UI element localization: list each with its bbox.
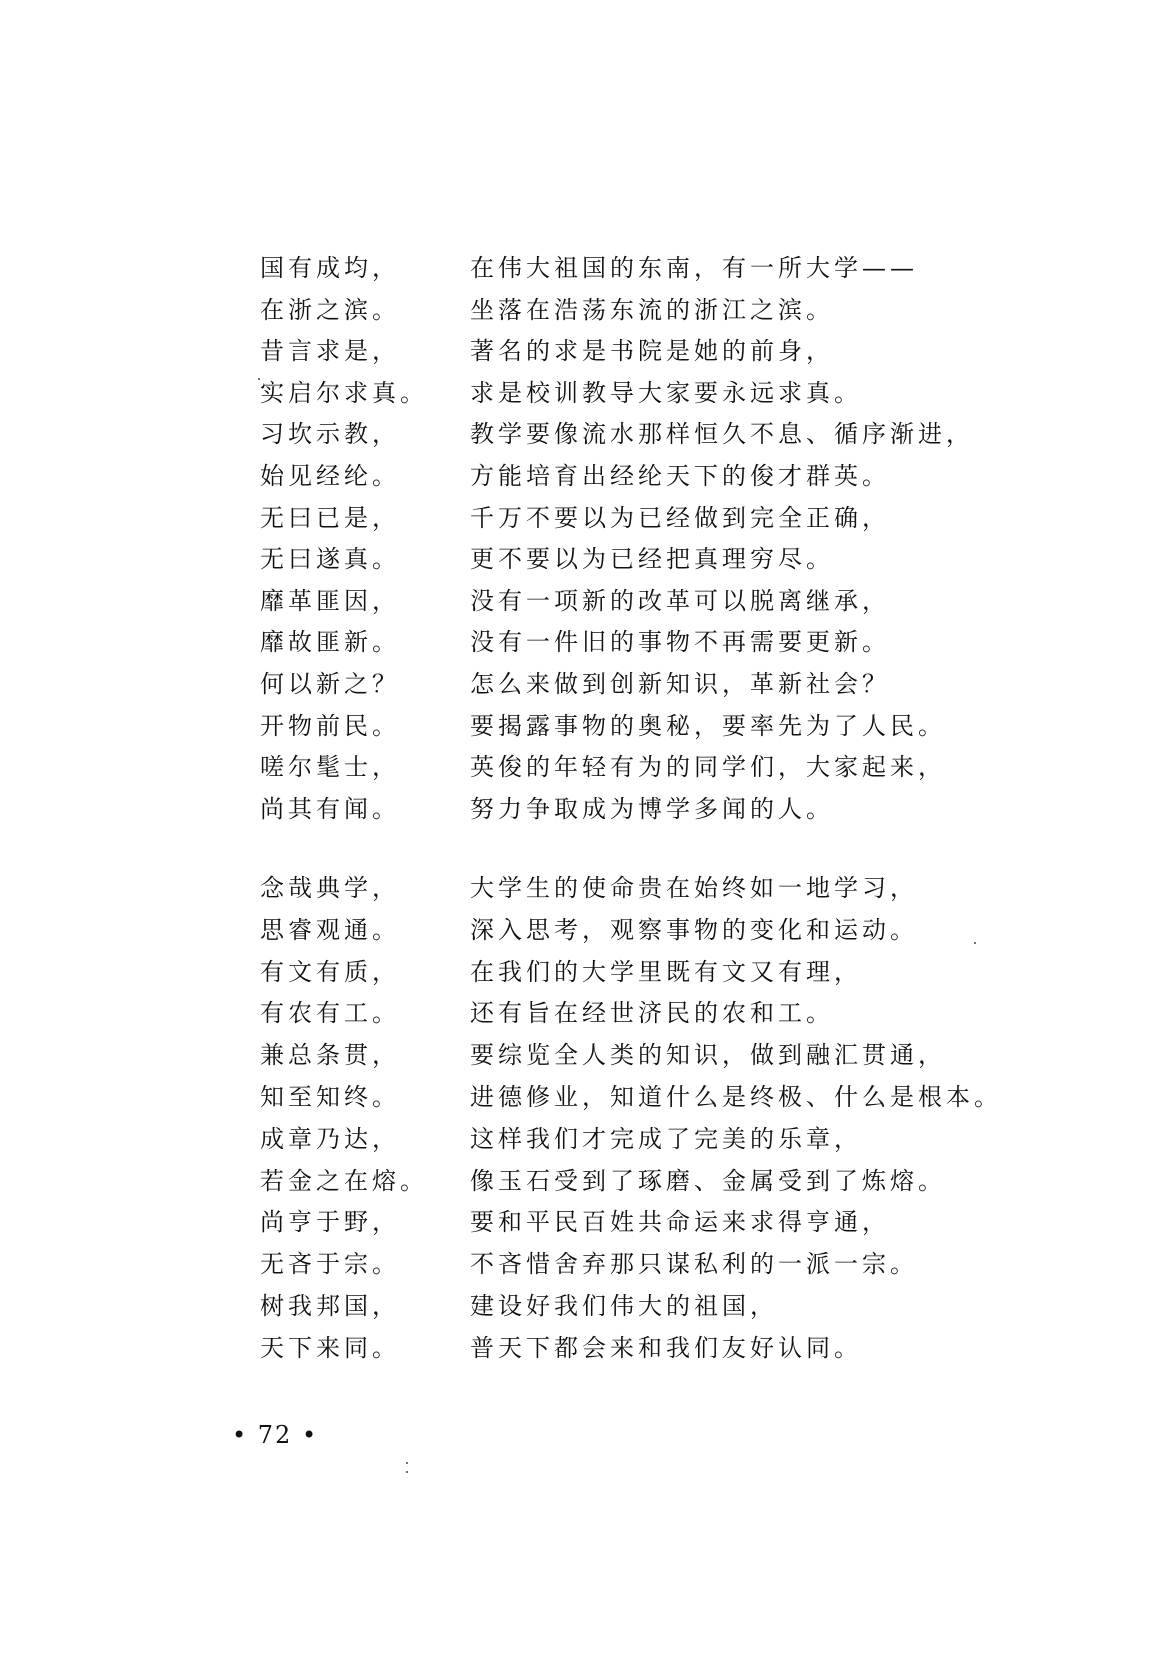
classical-line: 在浙之滨。 (260, 295, 400, 324)
classical-line: 有文有质， (260, 957, 400, 986)
verse-row (0, 581, 1167, 623)
classical-line: 无曰遂真。 (260, 545, 400, 574)
modern-line: 怎么来做到创新知识，革新社会？ (470, 669, 890, 698)
classical-line: 思睿观通。 (260, 915, 400, 944)
modern-line: 要综览全人类的知识，做到融汇贯通， (470, 1041, 946, 1070)
classical-line: 天下来同。 (260, 1333, 400, 1362)
verse-row (0, 1202, 1167, 1244)
classical-line: 无吝于宗。 (260, 1250, 400, 1279)
classical-line: 嗟尔髦士， (260, 753, 400, 782)
verse-row (0, 868, 1167, 910)
classical-line: 念哉典学， (260, 874, 400, 902)
classical-line: 习坎示教， (260, 420, 400, 449)
modern-line: 建设好我们伟大的祖国， (470, 1291, 778, 1320)
verse-row (0, 993, 1167, 1035)
verse-row (0, 789, 1167, 831)
modern-line: 深入思考，观察事物的变化和运动。 (470, 915, 918, 944)
classical-line: 国有成均， (260, 254, 400, 282)
modern-line: 没有一件旧的事物不再需要更新。 (470, 628, 890, 657)
verse-row (0, 1119, 1167, 1161)
classical-line: 实启尔求真。 (260, 378, 428, 407)
classical-line: 若金之在熔。 (260, 1166, 428, 1195)
verse-row (0, 622, 1167, 664)
scan-speck (258, 378, 260, 380)
verse-row (0, 910, 1167, 952)
modern-line: 方能培育出经纶天下的俊才群英。 (470, 461, 890, 490)
modern-line: 在我们的大学里既有文又有理， (470, 957, 862, 986)
verse-row (0, 498, 1167, 540)
verse-row (0, 1244, 1167, 1286)
verse-row (0, 456, 1167, 498)
page-number: • 72 • (232, 1421, 319, 1449)
modern-line: 进德修业，知道什么是终极、什么是根本。 (470, 1082, 1002, 1111)
modern-line: 英俊的年轻有为的同学们，大家起来， (470, 753, 946, 782)
classical-line: 尚其有闻。 (260, 794, 400, 823)
scan-speck (406, 1471, 408, 1473)
verse-row (0, 1077, 1167, 1119)
classical-line: 知至知终。 (260, 1082, 400, 1111)
modern-line: 还有旨在经世济民的农和工。 (470, 999, 834, 1028)
modern-line: 大学生的使命贵在始终如一地学习， (470, 874, 918, 902)
modern-line: 普天下都会来和我们友好认同。 (470, 1333, 862, 1362)
verse-row (0, 1161, 1167, 1203)
modern-line: 在伟大祖国的东南，有一所大学—— (470, 254, 918, 282)
verse-row (0, 331, 1167, 373)
scan-speck (406, 1462, 408, 1464)
verse-row (0, 706, 1167, 748)
modern-line: 要和平民百姓共命运来求得亨通， (470, 1208, 890, 1237)
verse-row (0, 1035, 1167, 1077)
verse-row (0, 290, 1167, 332)
classical-line: 树我邦国， (260, 1291, 400, 1320)
stanza-1 (0, 248, 1167, 830)
verse-row (0, 1328, 1167, 1370)
verse-row (0, 952, 1167, 994)
modern-line: 求是校训教导大家要永远求真。 (470, 378, 862, 407)
classical-line: 无曰已是， (260, 503, 400, 532)
classical-line: 靡故匪新。 (260, 628, 400, 657)
modern-line: 努力争取成为博学多闻的人。 (470, 794, 834, 823)
classical-line: 有农有工。 (260, 999, 400, 1028)
verse-row (0, 414, 1167, 456)
scan-speck (974, 942, 976, 944)
modern-line: 千万不要以为已经做到完全正确， (470, 503, 890, 532)
classical-line: 成章乃达， (260, 1124, 400, 1153)
stanza-2 (0, 868, 1167, 1370)
verse-row (0, 539, 1167, 581)
modern-line: 像玉石受到了琢磨、金属受到了炼熔。 (470, 1166, 946, 1195)
classical-line: 开物前民。 (260, 711, 400, 740)
classical-line: 何以新之？ (260, 669, 400, 698)
modern-line: 没有一项新的改革可以脱离继承， (470, 586, 890, 615)
classical-line: 尚亨于野， (260, 1208, 400, 1237)
classical-line: 靡革匪因， (260, 586, 400, 615)
modern-line: 更不要以为已经把真理穷尽。 (470, 545, 834, 574)
modern-line: 要揭露事物的奥秘，要率先为了人民。 (470, 711, 946, 740)
verse-row (0, 747, 1167, 789)
modern-line: 坐落在浩荡东流的浙江之滨。 (470, 295, 834, 324)
modern-line: 著名的求是书院是她的前身， (470, 337, 834, 366)
modern-line: 不吝惜舍弃那只谋私利的一派一宗。 (470, 1250, 918, 1279)
verse-row (0, 664, 1167, 706)
modern-line: 这样我们才完成了完美的乐章， (470, 1124, 862, 1153)
verse-row (0, 248, 1167, 290)
classical-line: 昔言求是， (260, 337, 400, 366)
classical-line: 兼总条贯， (260, 1041, 400, 1070)
classical-line: 始见经纶。 (260, 461, 400, 490)
verse-row (0, 373, 1167, 415)
modern-line: 教学要像流水那样恒久不息、循序渐进， (470, 420, 974, 449)
verse-row (0, 1286, 1167, 1328)
